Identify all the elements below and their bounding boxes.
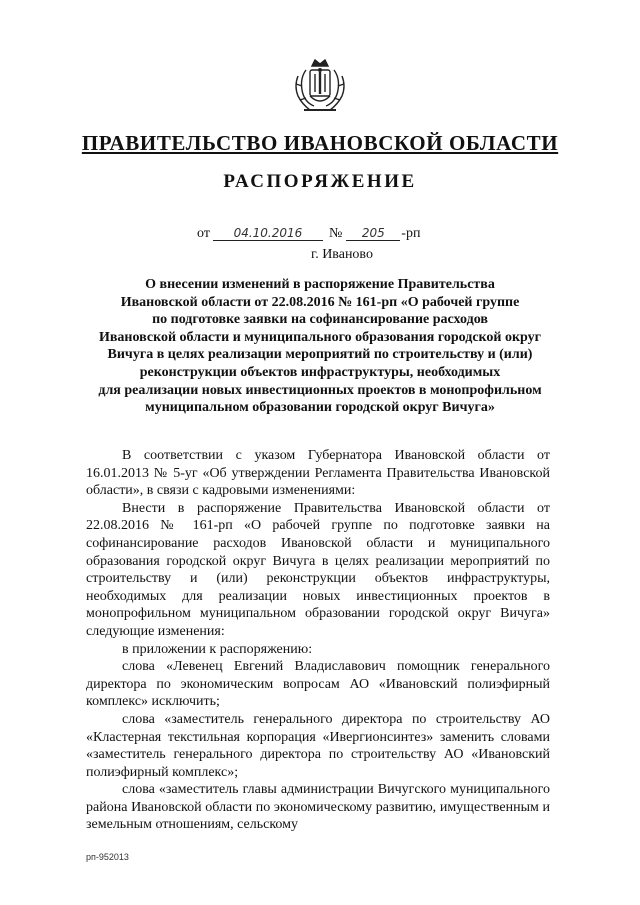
document-code: рп-952013 — [86, 852, 129, 862]
heading-line: реконструкции объектов инфраструктуры, необходимых — [139, 364, 501, 380]
date-prefix: от — [197, 226, 210, 241]
number-value: 205 — [346, 226, 400, 241]
document-heading — [74, 276, 566, 417]
date-value: 04.10.2016 — [213, 226, 323, 241]
body-paragraph: слова «заместитель главы администрации Вичугского муниципального района Ивановской области по экономическому развитию, имущественным и земельным отношениям, сельскому — [86, 782, 550, 833]
heading-line: для реализации новых инвестиционных проектов в монопрофильном — [98, 382, 542, 398]
heading-line: О внесении изменений в распоряжение Правительства — [145, 277, 495, 292]
coat-of-arms-icon — [290, 56, 350, 116]
city: г. Иваново — [311, 247, 373, 262]
government-title: ПРАВИТЕЛЬСТВО ИВАНОВСКОЙ ОБЛАСТИ — [81, 131, 559, 155]
body-paragraph: слова «заместитель генерального директора по строительству АО «Кластерная текстильная корпорация «Ивергионсинтез» заменить словами «заместитель генерального директора по строительству АО «Ивановский полиэфирный комплекс»; — [86, 711, 550, 780]
heading-line: муниципальном образовании городской округ Вичуга» — [145, 400, 495, 416]
document-type: РАСПОРЯЖЕНИЕ — [223, 171, 417, 192]
body-paragraph: Внести в распоряжение Правительства Ивановской области от 22.08.2016 № 161-рп «О рабочей группе по подготовке заявки на софинансирование расходов Ивановской области и муниципального образования городской округ Вичуга в целях реализации мероприятий по строительству и (или) реконструкции объектов инфраструктуры, необходимых для реализации новых инвестиционных проектов в монопрофильном муниципальном образовании городской округ Вичуга» следующие изменения: — [86, 500, 550, 639]
document-body — [86, 447, 550, 834]
heading-line: по подготовке заявки на софинансирование расходов — [152, 312, 488, 328]
date-number-line — [197, 226, 420, 242]
number-sign: № — [328, 226, 343, 241]
body-paragraph: В соответствии с указом Губернатора Ивановской области от 16.01.2013 № 5-уг «Об утверждении Регламента Правительства Ивановской области», в связи с кадровыми изменениями: — [86, 448, 550, 499]
heading-line: Ивановской области и муниципального образования городской округ — [98, 329, 542, 345]
heading-line: Вичуга в целях реализации мероприятий по строительству и (или) — [107, 347, 533, 363]
number-suffix: -рп — [401, 226, 421, 241]
heading-line: Ивановской области от 22.08.2016 № 161-рп «О рабочей группе — [120, 294, 520, 310]
body-paragraph: в приложении к распоряжению: — [122, 641, 313, 657]
body-paragraph: слова «Левенец Евгений Владиславович помощник генерального директора по экономическим вопросам АО «Ивановский полиэфирный комплекс» исключить; — [86, 659, 550, 710]
